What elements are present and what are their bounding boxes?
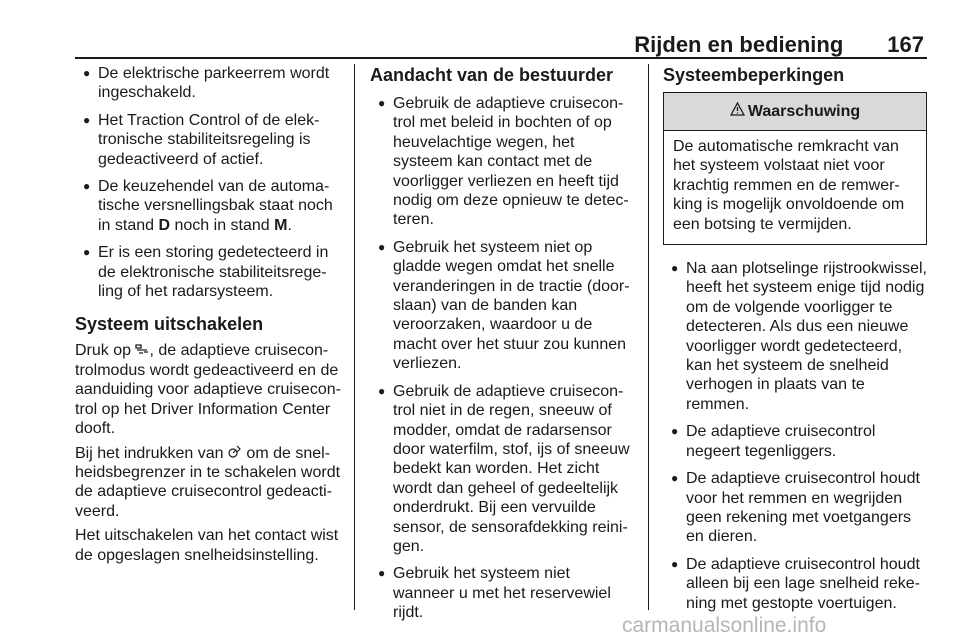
cruise-control-icon (135, 341, 149, 360)
list-item: ● De elektrische parkeerrem wordt ingeschakeld. (83, 65, 330, 102)
bullet-icon: ● (378, 96, 386, 110)
bullet-list (663, 259, 927, 613)
column-1 (75, 64, 345, 570)
column-2 (370, 64, 635, 631)
warning-triangle-icon (730, 102, 745, 121)
warning-title: Waarschuwing (747, 102, 861, 120)
bullet-icon: ● (671, 471, 679, 486)
speed-limiter-icon (228, 444, 242, 463)
list-item: ● Gebruik het systeem niet op gladde wegen omdat het snelle veranderingen in de tractie (doorslaan) van de banden kan veroorzaken, waardoor u de macht over het stuur zou kunnen verliezen. (378, 238, 630, 373)
list-item: ● De adaptieve cruisecontrol houdt alleen bij een lage snelheid rekening met gestopte voertuigen. (671, 555, 920, 612)
bullet-icon: ● (83, 112, 91, 127)
bullet-icon: ● (83, 245, 91, 260)
list-item: ● De keuzehendel van de automatische versnellingsbak staat noch in stand D noch in stand M. (83, 178, 333, 234)
section-title: Systeem uitschakelen (75, 314, 264, 335)
list-item: ● Gebruik de adaptieve cruisecontrol niet in de regen, sneeuw of modder, omdat de radarsensor door waterfilm, stof, ijs of sneeuw bedekt kan worden. Het zicht wordt dan geheel of gedeeltelijk onderdrukt. Bij een vervuilde sensor, de sensorafdekking reinigen. (378, 382, 630, 555)
list-item: ● Het Traction Control of de elektronische stabiliteitsregeling is gedeactiveerd of actief. (83, 111, 320, 168)
paragraph: Bij het indrukken van om de snelheidsbegrenzer in te schakelen wordt de adaptieve cruisecontrol gedeactiveerd. (75, 444, 341, 520)
bullet-icon: ● (378, 383, 386, 398)
chapter-title: Rijden en bediening (634, 32, 844, 57)
bullet-list (370, 94, 635, 623)
paragraph: Het uitschakelen van het contact wist de opgeslagen snelheidsinstelling. (75, 527, 339, 564)
section-title: Aandacht van de bestuurder (370, 65, 614, 85)
column-divider (354, 64, 355, 610)
page-number: 167 (887, 32, 924, 57)
bullet-icon: ● (671, 556, 679, 571)
bullet-icon: ● (83, 66, 91, 80)
bullet-icon: ● (83, 179, 91, 194)
list-item: ● De adaptieve cruisecontrol negeert tegenliggers. (671, 423, 876, 460)
warning-header (664, 93, 926, 131)
bullet-icon: ● (671, 424, 679, 439)
header-rule (75, 57, 927, 59)
list-item: ● Gebruik de adaptieve cruisecontrol met beleid in bochten of op heuvelachtige wegen, het systeem kan contact met de voorligger verliezen en heeft tijd nodig om deze opnieuw te detecteren. (378, 95, 629, 229)
watermark: carmanualsonline.info (622, 614, 827, 637)
list-item: ● Gebruik het systeem niet wanneer u met het reservewiel rijdt. (378, 565, 611, 622)
warning-box (663, 92, 927, 245)
section-title: Systeembeperkingen (663, 65, 845, 85)
column-divider (648, 64, 649, 610)
page-header (634, 24, 924, 58)
bullet-icon: ● (378, 239, 386, 254)
list-item: ● Na aan plotselinge rijstrookwissel, heeft het systeem enige tijd nodig om de volgende voorligger te detecteren. Als dus een nieuwe voorligger wordt gedetecteerd, kan het systeem de snelheid verhogen in plaats van te remmen. (671, 260, 927, 413)
warning-body: De automatische remkracht van het systeem volstaat niet voor krachtig remmen en de remwerking is mogelijk onvoldoende om een botsing te vermijden. (673, 138, 905, 233)
list-item: ● De adaptieve cruisecontrol houdt voor het remmen en wegrijden geen rekening met voetgangers en dieren. (671, 470, 920, 546)
bullet-icon: ● (378, 566, 386, 581)
paragraph: Druk op , de adaptieve cruisecontrolmodus wordt gedeactiveerd en de aanduiding voor adaptieve cruisecontrol op het Driver Information Center dooft. (75, 342, 341, 438)
bullet-icon: ● (671, 261, 679, 276)
list-item: ● Er is een storing gedetecteerd in de elektronische stabiliteitsregeling of het radarsysteem. (83, 244, 329, 301)
bullet-list (75, 64, 345, 301)
column-3 (663, 64, 927, 621)
